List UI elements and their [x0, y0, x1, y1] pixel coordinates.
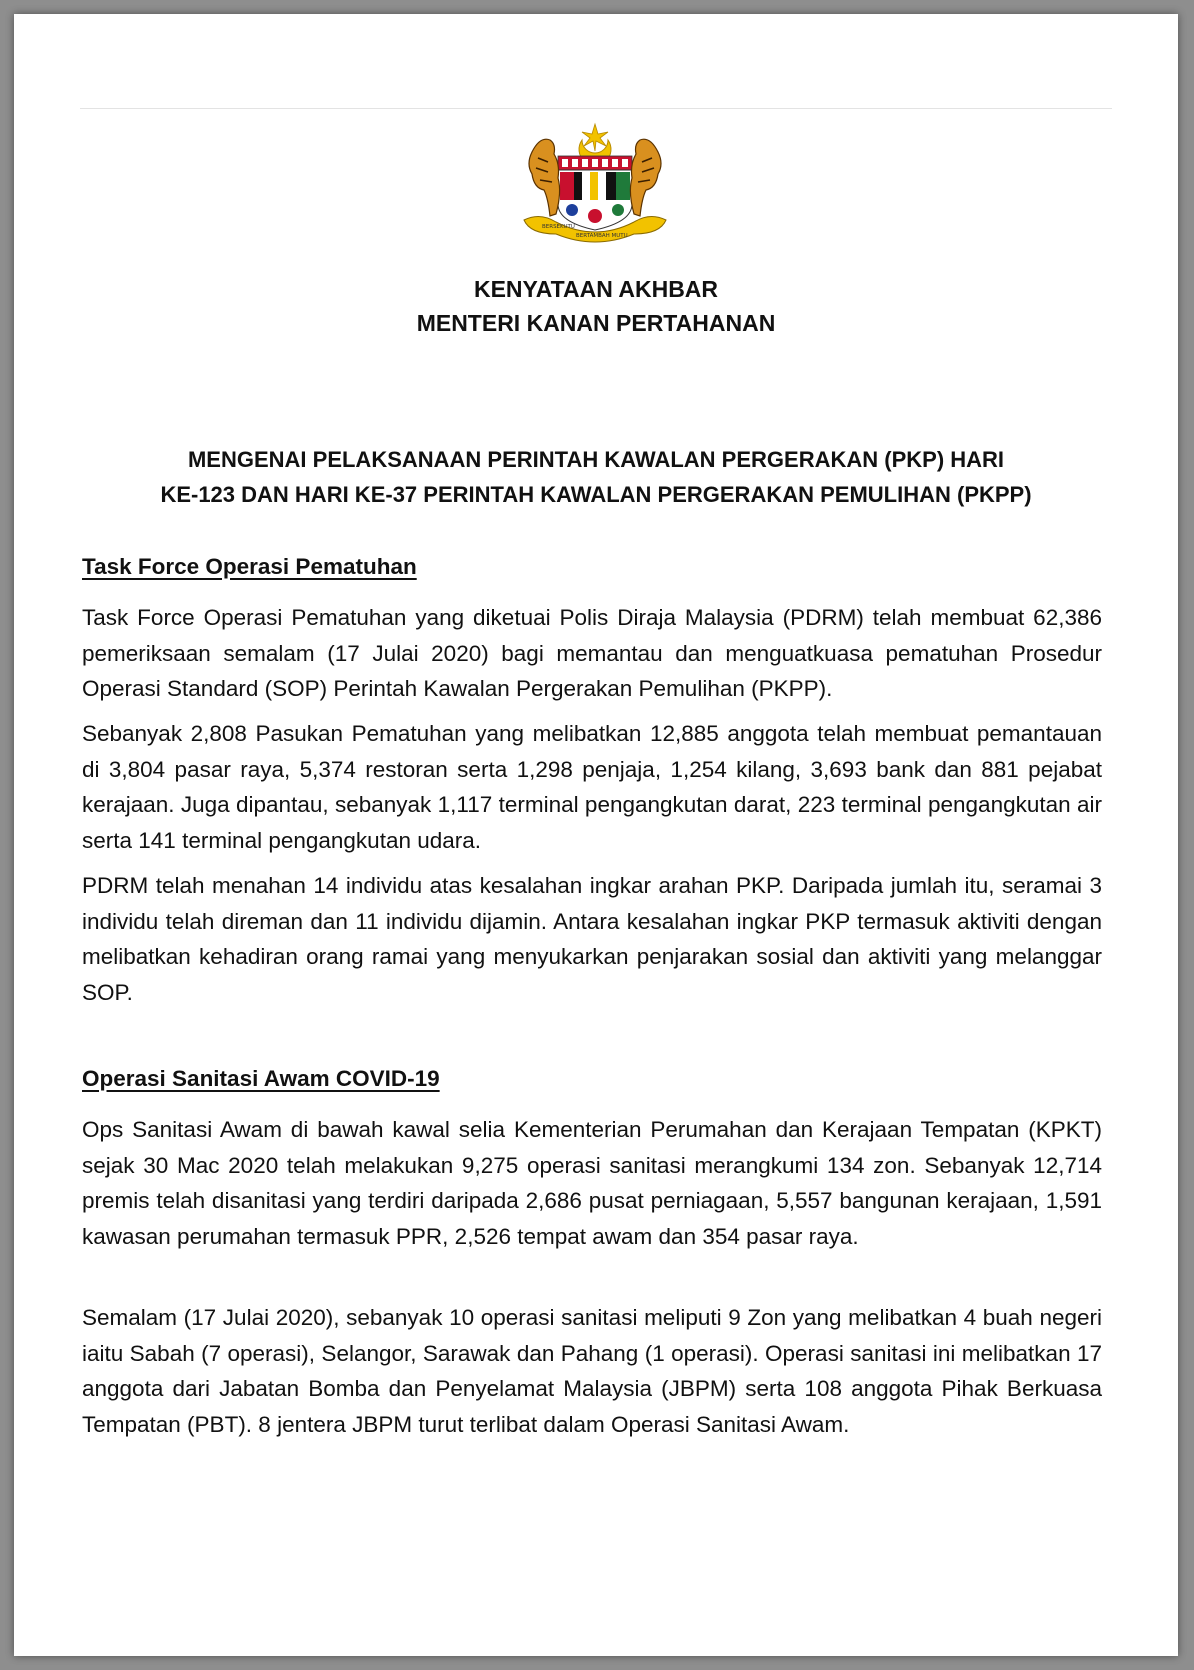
- paragraph: PDRM telah menahan 14 individu atas kesalahan ingkar arahan PKP. Daripada jumlah itu, seramai 3 individu telah direman dan 11 individu dijamin. Antara kesalahan ingkar PKP termasuk aktiviti dengan melibatkan kehadiran orang ramai yang menyukarkan penjarakan sosial dan aktiviti yang melanggar SOP.: [82, 873, 1102, 1005]
- press-statement-header: [80, 272, 1112, 340]
- subject-title: [80, 442, 1112, 512]
- paragraph: Semalam (17 Julai 2020), sebanyak 10 operasi sanitasi meliputi 9 Zon yang melibatkan 4 buah negeri iaitu Sabah (7 operasi), Selangor, Sarawak dan Pahang (1 operasi). Operasi sanitasi ini melibatkan 17 anggota dari Jabatan Bomba dan Penyelamat Malaysia (JBPM) serta 108 anggota Pihak Berkuasa Tempatan (PBT). 8 jentera JBPM turut terlibat dalam Operasi Sanitasi Awam.: [82, 1305, 1102, 1437]
- emblem-motto-left: BERSEKUTU: [542, 224, 575, 230]
- subject-line-1: MENGENAI PELAKSANAAN PERINTAH KAWALAN PERGERAKAN (PKP) HARI: [187, 447, 1005, 472]
- emblem-motto-right: BERTAMBAH MUTU: [576, 233, 628, 239]
- subject-line-2: KE-123 DAN HARI KE-37 PERINTAH KAWALAN PERGERAKAN PEMULIHAN (PKPP): [160, 482, 1032, 507]
- header-line-2: MENTERI KANAN PERTAHANAN: [416, 310, 776, 336]
- malaysia-coat-of-arms-icon: [510, 118, 680, 248]
- section-heading-sanitasi: Operasi Sanitasi Awam COVID-19: [82, 1066, 440, 1091]
- section-heading-task-force: Task Force Operasi Pematuhan: [82, 554, 417, 579]
- header-line-1: KENYATAAN AKHBAR: [473, 276, 719, 302]
- top-divider: [80, 108, 1112, 109]
- paragraph: Task Force Operasi Pematuhan yang diketuai Polis Diraja Malaysia (PDRM) telah membuat 62,386 pemeriksaan semalam (17 Julai 2020) bagi memantau dan menguatkuasa pematuhan Prosedur Operasi Standard (SOP) Perintah Kawalan Pergerakan Pemulihan (PKPP).: [82, 605, 1102, 701]
- paragraph: Sebanyak 2,808 Pasukan Pematuhan yang melibatkan 12,885 anggota telah membuat pemantauan di 3,804 pasar raya, 5,374 restoran serta 1,298 penjaja, 1,254 kilang, 3,693 bank dan 881 pejabat kerajaan. Juga dipantau, sebanyak 1,117 terminal pengangkutan darat, 223 terminal pengangkutan air serta 141 terminal pengangkutan udara.: [82, 721, 1102, 853]
- document-page: [14, 14, 1178, 1656]
- paragraph: Ops Sanitasi Awam di bawah kawal selia Kementerian Perumahan dan Kerajaan Tempatan (KPKT) sejak 30 Mac 2020 telah melakukan 9,275 operasi sanitasi merangkumi 134 zon. Sebanyak 12,714 premis telah disanitasi yang terdiri daripada 2,686 pusat perniagaan, 5,557 bangunan kerajaan, 1,591 kawasan perumahan termasuk PPR, 2,526 tempat awam dan 354 pasar raya.: [82, 1117, 1102, 1249]
